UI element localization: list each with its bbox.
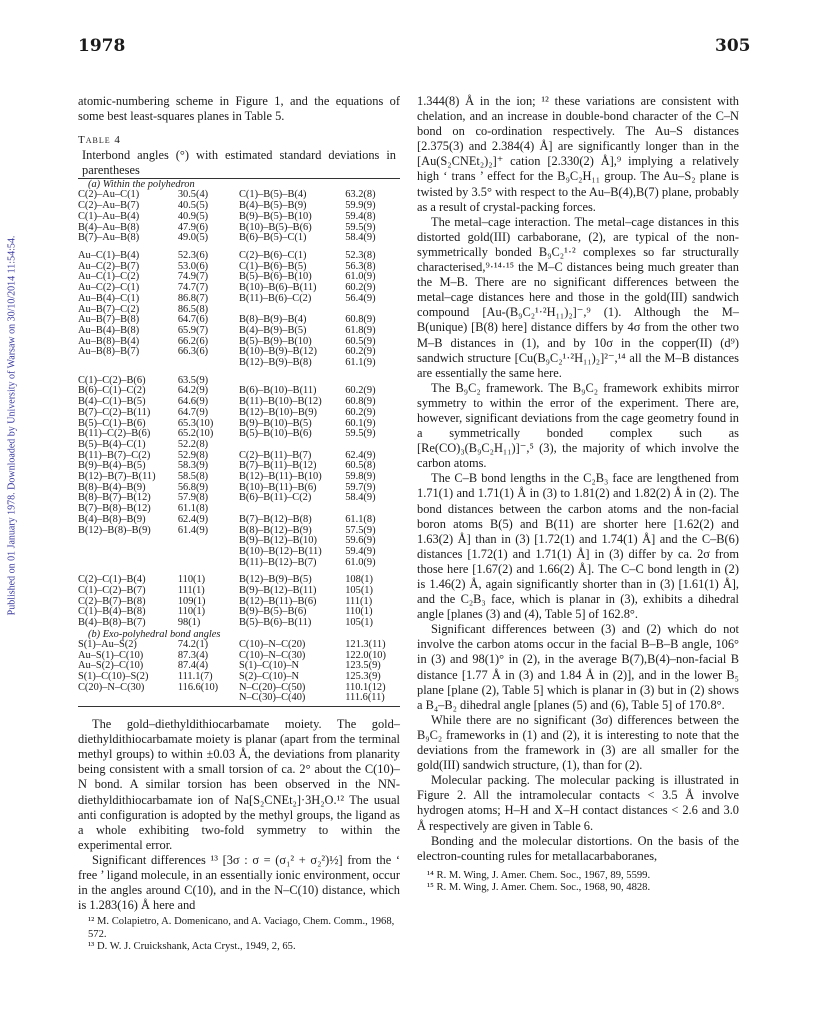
angle-label: S(2)–C(10)–N <box>238 671 300 682</box>
angle-value: 87.4(4) <box>177 660 209 672</box>
angle-label: Au–B(7)–C(2) <box>78 303 140 315</box>
angle-label: C(2)–Au–B(7) <box>78 200 140 212</box>
angle-label: B(11)–B(10)–B(12) <box>238 396 322 408</box>
angle-value: 56.3(8) <box>345 260 376 272</box>
angle-value: 110(1) <box>177 606 206 618</box>
angle-value: 57.5(9) <box>345 524 376 536</box>
angle-value: 60.8(9) <box>345 396 376 408</box>
angle-value: 61.1(9) <box>345 357 376 369</box>
angle-label: B(11)–B(6)–C(2) <box>238 292 312 304</box>
right-footnote: ¹⁵ R. M. Wing, J. Amer. Chem. Soc., 1968, 90, 4828. <box>427 882 651 894</box>
angle-value: 61.0(9) <box>345 271 376 283</box>
angle-label: B(5)–B(6)–B(10) <box>238 271 312 283</box>
angle-value: 116.6(10) <box>177 681 219 693</box>
angle-value: 122.0(10) <box>345 649 386 661</box>
table-row <box>78 618 400 629</box>
angle-value: 56.8(9) <box>177 481 209 493</box>
angle-label: S(1)–Au–S(2) <box>78 638 137 650</box>
angle-label: S(1)–C(10)–S(2) <box>78 671 149 682</box>
angle-label: B(6)–B(5)–C(1) <box>238 232 307 244</box>
angle-value: 98(1) <box>177 617 201 629</box>
table-row <box>78 408 400 419</box>
right-paragraph: Molecular packing. The molecular packing is illustrated in Figure 2. All the intramolecular contacts < 3.5 Å involve hydrogen atoms; H–H and X–H contact distances < 2.6 and 3.0 Å respectively are given in Table 6. <box>417 773 739 833</box>
angle-label: Au–C(1)–B(4) <box>78 249 140 261</box>
angle-value: 110.1(12) <box>345 681 386 693</box>
right-paragraph: The metal–cage interaction. The metal–cage distances in this distorted gold(III) carbaborane, (2), are typical of the non-symmetrically bonded B₉C₂¹·² complexes so far structurally characterised,⁹·¹⁴·¹⁵ the M–C distances being much greater than the M–B. There are no significant differences between the metal–cage distances here and those in the gold(III) sandwich compound [Au-(B₉C₂¹·²H₁₁)₂]⁻,⁹ (1). Although the M–B(unique) [B(8) here] distance differs by 4σ from the other two M–B distances in (1), and by 10σ in the copper(II) (d⁹) sandwich structure [Cu(B₉C₂¹·²H₁₁)₂]²⁻,¹⁴ all the M–B distances are essentially the same here. <box>417 214 739 380</box>
angle-label: Au–B(8)–B(7) <box>78 346 140 358</box>
angle-label: C(2)–B(6)–C(1) <box>238 249 307 261</box>
angle-label: B(5)–C(1)–B(6) <box>78 417 146 429</box>
angle-label: C(10)–N–C(30) <box>238 649 306 661</box>
angle-label: C(1)–Au–B(4) <box>78 210 140 222</box>
angle-label: B(6)–C(1)–C(2) <box>78 385 146 397</box>
left-intro: atomic-numbering scheme in Figure 1, and the equations of some best least-squares planes in Table 5. <box>78 94 400 124</box>
angle-label: B(10)–B(12)–B(11) <box>238 545 322 557</box>
angle-label: B(10)–B(11)–B(6) <box>238 481 317 493</box>
angle-label: B(12)–B(11)–B(10) <box>238 471 322 483</box>
angle-value: 111.6(11) <box>345 692 385 704</box>
angle-value: 64.7(6) <box>177 314 209 326</box>
angle-label: N–C(30)–C(40) <box>238 692 306 704</box>
angle-value <box>178 693 239 704</box>
angle-value: 60.5(8) <box>345 460 376 472</box>
angle-value: 86.8(7) <box>177 292 209 304</box>
angle-value: 63.5(9) <box>177 374 209 386</box>
angle-value: 58.4(9) <box>345 492 376 504</box>
angle-label: B(6)–B(11)–C(2) <box>238 492 312 504</box>
angle-value: 40.5(5) <box>177 200 209 212</box>
angle-value: 60.2(9) <box>345 406 376 418</box>
right-paragraph: While there are no significant (3σ) differences between the B₉C₂ frameworks in (1) and (2), it is interesting to note that the deviations from the framework in (3) are all smaller for the gold(III) sandwich structure, (1), than for (2). <box>417 712 739 773</box>
angle-value: 52.3(6) <box>177 249 209 261</box>
angle-label: B(6)–B(10)–B(11) <box>238 385 317 397</box>
angle-value: 109(1) <box>177 595 206 607</box>
angle-label: B(12)–B(7)–B(11) <box>78 471 156 483</box>
angle-label: C(1)–B(5)–B(4) <box>238 189 307 201</box>
left-footnote: ¹³ D. W. J. Cruickshank, Acta Cryst., 1949, 2, 65. <box>88 941 296 953</box>
angle-value: 61.0(9) <box>345 556 376 568</box>
table-row <box>78 233 400 244</box>
angle-value: 61.1(8) <box>345 513 376 525</box>
angle-value: 30.5(4) <box>177 189 209 201</box>
angle-value: 60.8(9) <box>345 314 376 326</box>
right-column <box>417 94 739 895</box>
angle-value: 65.3(10) <box>177 417 214 429</box>
angle-label <box>78 547 178 558</box>
angle-label: C(1)–C(2)–B(6) <box>78 374 146 386</box>
angle-value <box>178 558 239 569</box>
angle-label <box>78 558 178 569</box>
angle-label: B(8)–B(12)–B(9) <box>238 524 312 536</box>
angle-label: C(2)–C(1)–B(4) <box>78 574 146 586</box>
angle-label: B(9)–B(4)–B(5) <box>78 460 146 472</box>
angle-label: B(10)–B(5)–B(6) <box>238 221 312 233</box>
angle-value: 52.3(8) <box>345 249 376 261</box>
angle-value: 66.3(6) <box>177 346 209 358</box>
angle-label: B(4)–B(8)–B(9) <box>78 513 146 525</box>
angle-value: 52.2(8) <box>177 438 209 450</box>
angle-value: 66.2(6) <box>177 335 209 347</box>
angle-label: B(4)–B(9)–B(5) <box>238 324 307 336</box>
angle-value: 60.2(9) <box>345 385 376 397</box>
angle-label: B(5)–B(4)–C(1) <box>78 438 146 450</box>
angle-label: B(12)–B(9)–B(8) <box>238 357 312 369</box>
angle-label: C(1)–B(4)–B(8) <box>78 606 146 618</box>
angle-label: S(1)–C(10)–N <box>238 660 300 672</box>
angle-label: B(5)–B(9)–B(10) <box>238 335 312 347</box>
angle-value: 111(1) <box>177 585 205 597</box>
angle-value: 121.3(11) <box>345 638 386 650</box>
angle-value: 59.4(9) <box>345 545 376 557</box>
angle-value: 62.4(9) <box>177 513 209 525</box>
angle-value: 74.7(7) <box>177 282 209 294</box>
angle-label: C(2)–B(7)–B(8) <box>78 595 146 607</box>
table-row <box>78 212 400 223</box>
angle-value: 60.2(9) <box>345 346 376 358</box>
angle-label: B(11)–B(7)–C(2) <box>78 449 151 461</box>
angle-label: B(5)–B(10)–B(6) <box>238 428 312 440</box>
angle-label: B(11)–B(12)–B(7) <box>238 556 317 568</box>
angle-value: 74.9(7) <box>177 271 209 283</box>
angle-value: 49.0(5) <box>177 232 209 244</box>
angle-value: 64.2(9) <box>177 385 209 397</box>
angle-label: B(12)–B(10)–B(9) <box>238 406 317 418</box>
angle-label: B(7)–C(2)–B(11) <box>78 406 151 418</box>
table-caption: Interbond angles (°) with estimated standard deviations in parentheses <box>82 148 396 178</box>
angle-label: C(1)–C(2)–B(7) <box>78 585 146 597</box>
angles-table-b <box>78 640 400 704</box>
angle-value: 87.3(4) <box>177 649 209 661</box>
angle-value: 40.9(5) <box>177 210 209 222</box>
angle-label: B(7)–B(12)–B(8) <box>238 513 312 525</box>
left-paragraph: Significant differences ¹³ [3σ : σ = (σ₁² + σ₂²)½] from the ‘ free ’ ligand molecule, in an essentially ionic environment, occur in the angles around C(10), and in the N–C(10) distance, which is 1.283(16) Å here and <box>78 852 400 913</box>
angle-label: Au–S(2)–C(10) <box>78 660 144 672</box>
angle-value: 64.7(9) <box>177 406 209 418</box>
angle-label: B(4)–C(1)–B(5) <box>78 396 146 408</box>
angle-label: B(8)–B(9)–B(4) <box>238 314 307 326</box>
angle-label: B(5)–B(6)–B(11) <box>238 617 312 629</box>
angle-value: 65.2(10) <box>177 428 214 440</box>
angle-value: 105(1) <box>345 617 373 629</box>
angle-value: 108(1) <box>345 574 373 586</box>
angle-label: B(10)–B(9)–B(12) <box>238 346 317 358</box>
angle-value: 53.0(6) <box>177 260 209 272</box>
angle-value: 110(1) <box>345 606 373 618</box>
right-paragraph: The B₉C₂ framework. The B₉C₂ framework exhibits mirror symmetry to within the error of the experiment. There are, however, significant deviations from the cage geometry found in a symmetrically bonded complex such as [Re(CO)₃(B₉C₂H₁₁)]⁻,⁵ (3), the majority of which involve the carbon atoms. <box>417 380 739 471</box>
angle-label: B(12)–B(11)–B(6) <box>238 595 317 607</box>
table-row <box>78 693 400 704</box>
angle-value: 58.5(8) <box>177 471 209 483</box>
angle-label: B(8)–B(7)–B(12) <box>78 492 151 504</box>
angle-label: B(8)–B(4)–B(9) <box>78 481 146 493</box>
angle-label: B(4)–B(8)–B(7) <box>78 617 146 629</box>
angle-value: 59.4(8) <box>345 210 376 222</box>
angle-label <box>78 693 178 704</box>
angle-label: B(10)–B(6)–B(11) <box>238 282 317 294</box>
angle-value: 105(1) <box>345 585 373 597</box>
angle-value: 60.1(9) <box>345 417 376 429</box>
table-label: Table 4 <box>78 134 121 147</box>
angle-label: B(4)–Au–B(8) <box>78 221 140 233</box>
angle-label: C(20)–N–C(30) <box>78 681 145 693</box>
angle-label: B(12)–B(8)–B(9) <box>78 524 151 536</box>
angle-value: 58.4(9) <box>345 232 376 244</box>
angles-table-a <box>78 190 400 628</box>
page-number: 305 <box>715 36 751 56</box>
angle-value: 59.8(9) <box>345 471 376 483</box>
angle-label: B(4)–B(5)–B(9) <box>238 200 307 212</box>
angle-value: 59.7(9) <box>345 481 376 493</box>
angle-label: B(9)–B(12)–B(11) <box>238 585 317 597</box>
angle-value: 64.6(9) <box>177 396 209 408</box>
angle-label: B(7)–B(8)–B(12) <box>78 503 151 515</box>
angle-label: B(11)–C(2)–B(6) <box>78 428 151 440</box>
right-paragraph: The C–B bond lengths in the C₂B₃ face are lengthened from 1.71(1) and 1.71(1) Å in (3) to 1.81(2) and 1.82(2) Å in (2). The bond distances between the carbon atoms and the non-facial boron atoms B(5) and B(11) are shorter here [1.62(2) and 1.63(2) Å] than in (3) [1.72(1) and 1.74(1) Å] and the C–B(6) distances [1.72(1) and 1.71(1) Å] in (3) differ by ca. 2σ from those here [1.67(2) and 1.66(2) Å]. The C–C bond length in (2) is 1.46(2) Å, again significantly shorter than in (3) [1.61(1) Å], and the C₂B₃ face, which is planar in (3), exhibits a dihedral angle [planes (3) and (4), Table 5] of 162.8°. <box>417 471 739 622</box>
angle-value: 59.6(9) <box>345 535 376 547</box>
right-paragraph: 1.344(8) Å in the ion; ¹² these variations are consistent with chelation, and an increase in double-bond character of the C–N bond on co-ordination respectively. The Au–S distances [2.375(3) and 2.384(4) Å] are significantly longer than in the [Au(S₂CNEt₂)₂]⁺ cation [2.330(2) Å],⁹ implying a relatively high ‘ trans ’ effect for the B₉C₂H₁₁ group. The Au–S₂ plane is twisted by 3.5° with respect to the Au–B(4),B(7) plane, probably as a result of crystal-packing forces. <box>417 94 739 214</box>
angle-value: 58.3(9) <box>177 460 209 472</box>
angle-value <box>178 358 239 369</box>
angle-value: 110(1) <box>177 574 206 586</box>
right-footnote: ¹⁴ R. M. Wing, J. Amer. Chem. Soc., 1967, 89, 5599. <box>427 869 651 881</box>
angle-label: C(2)–B(11)–B(7) <box>238 449 312 461</box>
angle-value <box>178 547 239 558</box>
angle-label: Au–B(7)–B(8) <box>78 314 140 326</box>
angle-label: B(9)–B(12)–B(10) <box>238 535 317 547</box>
right-paragraph: Bonding and the molecular distortions. On the basis of the electron-counting rules for metallacarbaboranes, <box>417 833 739 863</box>
download-notice: Published on 01 January 1978. Downloaded by University of Warsaw on 30/10/2014 11:54:54. <box>6 235 18 616</box>
table-row <box>78 358 400 369</box>
table-row <box>78 558 400 569</box>
angle-value <box>178 536 239 547</box>
angle-label: B(7)–B(11)–B(12) <box>238 460 317 472</box>
angle-value: 111(1) <box>345 595 373 607</box>
table-row <box>78 326 400 337</box>
angle-label: B(9)–B(5)–B(10) <box>238 210 312 222</box>
angle-label: Au–C(2)–B(7) <box>78 260 140 272</box>
angle-label: C(10)–N–C(20) <box>238 638 306 650</box>
angle-label <box>78 358 178 369</box>
angle-value: 57.9(8) <box>177 492 209 504</box>
angle-label: Au–C(1)–C(2) <box>78 271 140 283</box>
angle-label: Au–S(1)–C(10) <box>78 649 144 661</box>
left-paragraph: The gold–diethyldithiocarbamate moiety. The gold–diethyldithiocarbamate moiety is planar (apart from the terminal methyl groups) to within ±0.03 Å, the deviations from planarity being consistent with a small torsion of ca. 2° about the C(10)–N bond. A similar torsion has been observed in the NN-diethyldithiocarbamate ion of Na[S₂CNEt₂]·3H₂O.¹² The usual anti configuration is adopted by the methyl groups, the ligand as a whole exhibiting two-fold symmetry to within the experimental error. <box>78 717 400 852</box>
table-row <box>78 640 400 651</box>
angle-value: 47.9(6) <box>177 221 209 233</box>
angle-label: C(2)–Au–C(1) <box>78 189 140 201</box>
angle-label: C(1)–B(6)–B(5) <box>238 260 307 272</box>
angle-value: 86.5(8) <box>177 303 209 315</box>
angle-value: 62.4(9) <box>345 449 376 461</box>
angle-value: 52.9(8) <box>177 449 209 461</box>
angle-value: 59.9(9) <box>345 200 376 212</box>
angle-label: Au–B(4)–C(1) <box>78 292 140 304</box>
table-section-a: (a) Within the polyhedron <box>88 179 195 191</box>
angle-value: 59.5(9) <box>345 221 376 233</box>
angle-value: 74.2(1) <box>177 638 209 650</box>
table-section-b: (b) Exo-polyhedral bond angles <box>88 628 221 640</box>
angle-value: 123.5(9) <box>345 660 381 672</box>
left-column <box>78 94 400 954</box>
angle-value: 125.3(9) <box>345 671 381 682</box>
angle-value: 61.1(8) <box>177 503 209 515</box>
table-row <box>78 515 400 526</box>
angle-value: 61.4(9) <box>177 524 209 536</box>
download-sidebar <box>2 220 16 640</box>
left-footnote: ¹² M. Colapietro, A. Domenicano, and A. Vaciago, Chem. Comm., 1968, 572. <box>88 916 395 940</box>
angle-value: 63.2(8) <box>345 189 376 201</box>
angle-label: B(9)–B(10)–B(5) <box>238 417 312 429</box>
angle-label: Au–C(2)–C(1) <box>78 282 140 294</box>
angle-value: 61.8(9) <box>345 324 376 336</box>
right-paragraph: Significant differences between (3) and (2) which do not involve the carbon atoms occur in the facial B–B–B angle, 106° in (3) and 98(1)° in (2), in the average B(7),B(4)–non-facial B distance [1.77 Å in (3) and 1.84 Å in (2)], and in the lower B₅ plane [plane (2), Table 5] which is planar in (3) but in (2) shows a B₄–B₂ dihedral angle [planes (5) and (6), Table 5] of 170.8°. <box>417 622 739 712</box>
angle-label <box>78 536 178 547</box>
angle-value: 65.9(7) <box>177 324 209 336</box>
angle-label: B(12)–B(9)–B(5) <box>238 574 312 586</box>
angle-label: Au–B(4)–B(8) <box>78 324 140 336</box>
angle-label: Au–B(8)–B(4) <box>78 335 140 347</box>
angle-value: 60.5(9) <box>345 335 376 347</box>
angle-label: B(9)–B(5)–B(6) <box>238 606 307 618</box>
angle-value: 59.5(9) <box>345 428 376 440</box>
angle-value: 56.4(9) <box>345 292 376 304</box>
angle-value: 111.1(7) <box>177 671 213 682</box>
table-row <box>78 294 400 305</box>
year-header: 1978 <box>78 36 126 56</box>
angle-label: B(7)–Au–B(8) <box>78 232 140 244</box>
angle-label: N–C(20)–C(50) <box>238 681 306 693</box>
angle-value: 60.2(9) <box>345 282 376 294</box>
